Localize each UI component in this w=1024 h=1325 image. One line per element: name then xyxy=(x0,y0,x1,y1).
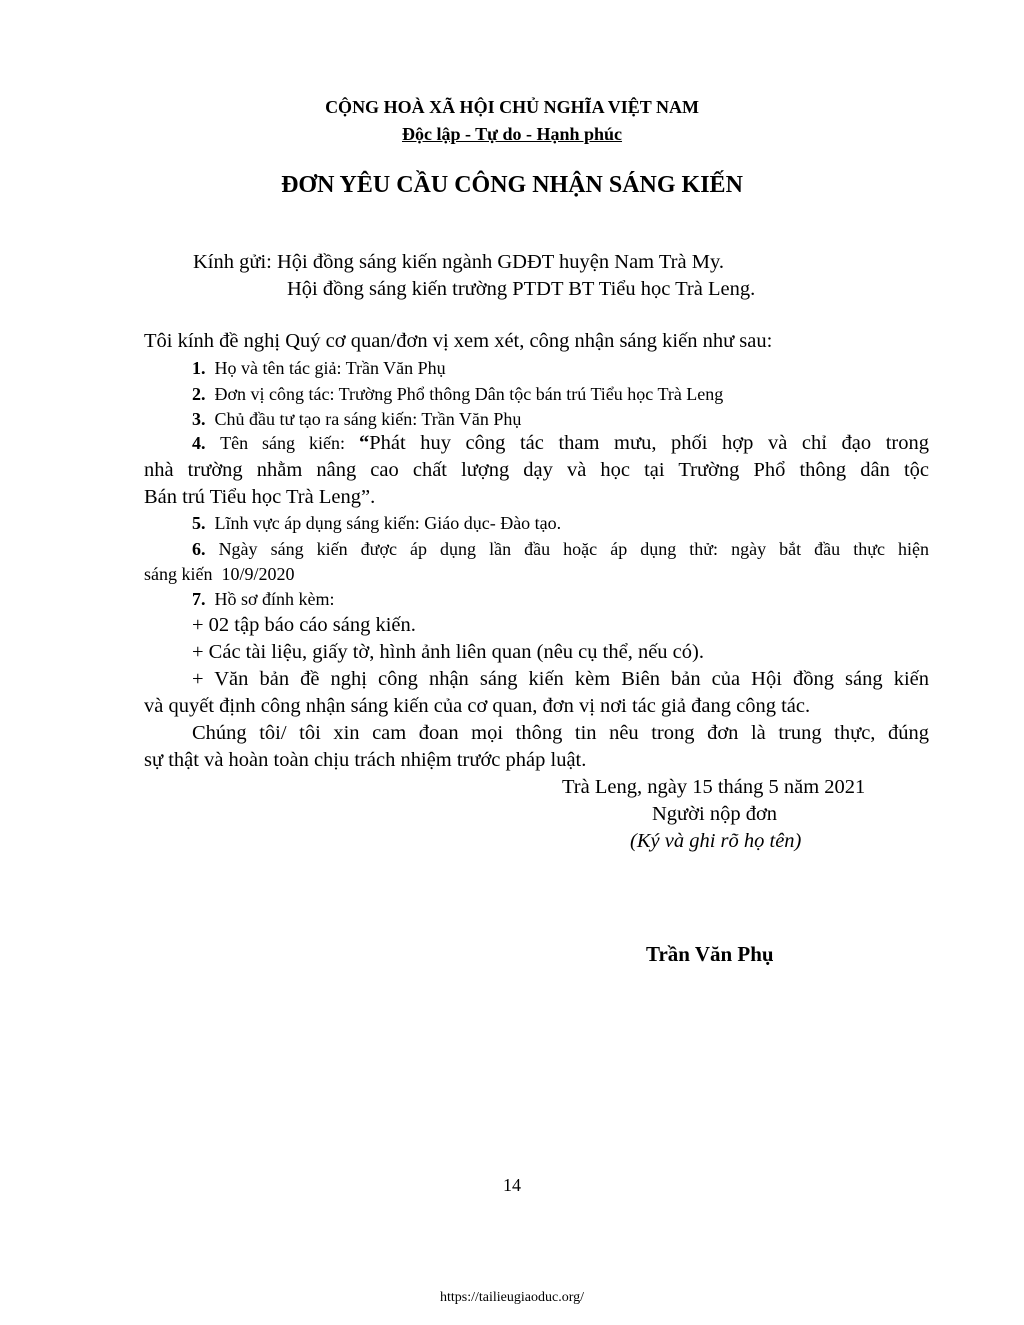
list-item xyxy=(192,384,723,405)
list-item xyxy=(192,409,521,430)
document-title: ĐƠN YÊU CẦU CÔNG NHẬN SÁNG KIẾN xyxy=(281,172,743,198)
national-motto xyxy=(0,124,1024,145)
item-number: 4. xyxy=(192,433,206,453)
signer-role: Người nộp đơn xyxy=(652,803,778,825)
list-item xyxy=(192,589,335,610)
list-item-6-line-1 xyxy=(192,539,929,560)
commitment-line-1: Chúng tôi/ tôi xin cam đoan mọi thông tin nêu trong đơn là trung thực, đúng xyxy=(192,722,929,744)
item-text: Ngày sáng kiến được áp dụng lần đầu hoặc áp dụng thử: ngày bắt đầu thực hiện xyxy=(218,539,930,559)
item-text: Đơn vị công tác: Trường Phổ thông Dân tộc bán trú Tiểu học Trà Leng xyxy=(214,384,724,404)
signer-name: Trần Văn Phụ xyxy=(646,942,774,966)
item-number: 7. xyxy=(192,589,206,609)
country-name: CỘNG HOÀ XÃ HỘI CHỦ NGHĨA VIỆT NAM xyxy=(325,97,699,117)
quote-open: “ xyxy=(358,432,370,454)
item-text: Chủ đầu tư tạo ra sáng kiến: Trần Văn Phụ xyxy=(214,409,522,429)
item-text: Lĩnh vực áp dụng sáng kiến: Giáo dục- Đào tạo. xyxy=(214,513,562,533)
attachment-c-line-2: và quyết định công nhận sáng kiến của cơ quan, đơn vị nơi tác giả đang công tác. xyxy=(144,695,811,717)
item-number: 3. xyxy=(192,409,206,429)
recipient-line-2: Hội đồng sáng kiến trường PTDT BT Tiểu học Trà Leng. xyxy=(287,278,756,300)
item-label: Tên sáng kiến: xyxy=(220,433,359,453)
motto-text: Độc lập - Tự do - Hạnh phúc xyxy=(401,124,623,144)
footer-url[interactable]: https://tailieugiaoduc.org/ xyxy=(440,1290,584,1305)
place-date: Trà Leng, ngày 15 tháng 5 năm 2021 xyxy=(562,776,866,798)
item-number: 6. xyxy=(192,539,206,559)
item-text: Phát huy công tác tham mưu, phối hợp và chỉ đạo trong xyxy=(369,432,929,454)
item-text: Hồ sơ đính kèm: xyxy=(214,589,335,609)
attachment-b: + Các tài liệu, giấy tờ, hình ảnh liên quan (nêu cụ thể, nếu có). xyxy=(192,641,704,663)
intro-text: Tôi kính đề nghị Quý cơ quan/đơn vị xem xét, công nhận sáng kiến như sau: xyxy=(144,330,773,352)
item-text: Họ và tên tác giả: Trần Văn Phụ xyxy=(214,358,446,378)
list-item xyxy=(192,358,446,379)
list-item-4-line-2: nhà trường nhằm nâng cao chất lượng dạy và học tại Trường Phổ thông dân tộc xyxy=(144,459,929,481)
recipient-line-1: Kính gửi: Hội đồng sáng kiến ngành GDĐT huyện Nam Trà My. xyxy=(193,251,724,273)
list-item xyxy=(192,513,561,534)
list-item-4-line-1 xyxy=(192,432,929,455)
attachment-c-line-1: + Văn bản đề nghị công nhận sáng kiến kèm Biên bản của Hội đồng sáng kiến xyxy=(192,668,929,690)
attachment-a: + 02 tập báo cáo sáng kiến. xyxy=(192,614,416,636)
commitment-line-2: sự thật và hoàn toàn chịu trách nhiệm trước pháp luật. xyxy=(144,749,587,771)
page-number: 14 xyxy=(503,1175,521,1195)
item-number: 5. xyxy=(192,513,206,533)
item-number: 1. xyxy=(192,358,206,378)
list-item-4-line-3: Bán trú Tiểu học Trà Leng”. xyxy=(144,486,376,508)
list-item-6-line-2: sáng kiến 10/9/2020 xyxy=(144,564,295,584)
item-number: 2. xyxy=(192,384,206,404)
signature-note: (Ký và ghi rõ họ tên) xyxy=(630,830,802,852)
